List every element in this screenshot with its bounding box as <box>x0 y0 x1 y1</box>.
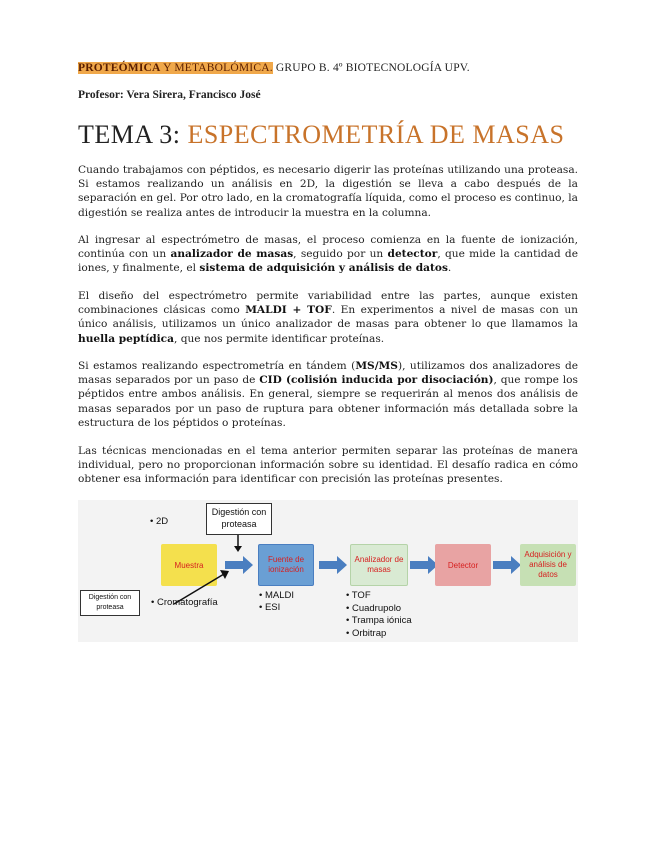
digestion-left-label: Digestión con proteasa <box>88 594 132 611</box>
box-adquisicion-label: Adquisición y análisis de datos <box>524 550 572 579</box>
p4-bold-msms: MS/MS <box>355 360 398 372</box>
box-analizador-label: Analizador de masas <box>354 555 404 574</box>
p4-text: ), utilizamos dos analizadores de masas separados por un paso de <box>78 360 578 387</box>
digestion-top-label: Digestión con proteasa <box>211 507 267 529</box>
p3-text: , que nos permite identificar proteínas. <box>173 332 385 345</box>
paragraph-3 <box>78 289 578 346</box>
p2-text: . <box>447 262 452 275</box>
analyzer-item: • TOF <box>346 590 371 601</box>
box-analizador <box>350 544 408 586</box>
source-esi: ESI <box>264 602 281 613</box>
professor-line: Profesor: Vera Sirera, Francisco José <box>78 89 261 101</box>
analyzer-tof: TOF <box>351 590 371 601</box>
analyzer-quadrupole: Cuadrupolo <box>351 602 402 614</box>
p3-text: . En experimentos a nivel de masas con un único análisis, utilizamos un único analizador de masas para obtener lo que llamamos la <box>78 304 578 331</box>
analyzer-item: • Orbitrap <box>346 627 387 639</box>
paragraph-2 <box>78 233 578 276</box>
p2-bold-system: sistema de adquisición y análisis de datos <box>199 262 448 275</box>
header-group: GRUPO B. 4º BIOTECNOLOGÍA UPV. <box>272 62 470 74</box>
title-text: ESPECTROMETRÍA DE MASAS <box>187 120 565 149</box>
p4-text: Si estamos realizando espectrometría en tándem ( <box>78 360 356 372</box>
p2-text: , seguido por un <box>293 248 388 261</box>
box-detector-label: Detector <box>447 560 479 570</box>
paragraph-5: Las técnicas mencionadas en el tema anterior permiten separar las proteínas de manera individual, pero no proporcionan información sobre su identidad. El desafío radica en cómo obtener esa información para identificar con precisión las proteínas presentes. <box>78 445 578 486</box>
paragraph-1: Cuando trabajamos con péptidos, es necesario digerir las proteínas utilizando una proteasa. Si estamos realizando un análisis en 2D, la digestión se lleva a cabo después de la separación en gel. Por otro lado, en la cromatografía líquida, como el proceso es continuo, la digestión se realiza antes de introducir la muestra en la columna. <box>78 164 578 219</box>
box-adquisicion <box>520 544 576 586</box>
p2-text: Al ingresar al espectrómetro de masas, el proceso comienza en la fuente de ionización, continúa con un <box>78 234 578 261</box>
header-proteomica: PROTEÓMICA <box>78 62 161 74</box>
analyzer-ion-trap: Trampa iónica <box>351 615 412 626</box>
paragraph-4 <box>78 359 578 430</box>
p2-text: , que mide la cantidad de iones, y finalmente, el <box>78 248 578 275</box>
p3-text: El diseño del espectrómetro permite variabilidad entre las partes, aunque existen combinaciones clásicas como <box>78 290 578 317</box>
title-number: TEMA 3: <box>78 120 188 149</box>
p4-text: , que rompe los péptidos entre ambos análisis. En general, siempre se requerirán al menos dos análisis de masas separados por un paso de ruptura para obtener información más detallada sobre la estructura de los péptidos o proteínas. <box>78 374 578 429</box>
source-item: • MALDI <box>259 590 295 601</box>
source-maldi: MALDI <box>264 590 295 601</box>
p2-bold-analyzer: analizador de masas <box>170 248 294 261</box>
arrow-right-icon <box>493 556 523 574</box>
analyzers-list <box>346 590 412 640</box>
p2-bold-detector: detector <box>387 248 438 261</box>
header-metabolomica: METABOLÓMICA. <box>174 62 273 74</box>
header-y: Y <box>160 62 175 74</box>
box-detector <box>435 544 491 586</box>
arrow-right-icon <box>319 556 349 574</box>
p4-bold-cid: CID (colisión inducida por disociación) <box>259 374 494 387</box>
page-title <box>78 120 564 150</box>
bullet-2d: • 2D <box>150 516 169 527</box>
p3-bold-fingerprint: huella peptídica <box>78 332 174 345</box>
ms-workflow-diagram <box>78 500 578 642</box>
box-fuente-label: Fuente de ionización <box>267 555 305 574</box>
source-item: • ESI <box>259 602 281 613</box>
digestion-left-box <box>80 590 140 616</box>
box-fuente <box>258 544 314 586</box>
analyzer-item: • Cuadrupolo <box>346 602 402 614</box>
digestion-top-box <box>206 503 272 535</box>
box-muestra-label: Muestra <box>174 560 204 570</box>
p3-bold-maldi-tof: MALDI + TOF <box>245 304 332 317</box>
down-arrow-icon <box>233 535 243 553</box>
analyzer-item: • Trampa iónica <box>346 615 412 626</box>
bullet-chromatography: • Cromatografía <box>151 597 218 608</box>
analyzer-orbitrap: Orbitrap <box>351 627 387 639</box>
document-header <box>78 62 470 74</box>
ionization-sources-list <box>259 590 294 614</box>
